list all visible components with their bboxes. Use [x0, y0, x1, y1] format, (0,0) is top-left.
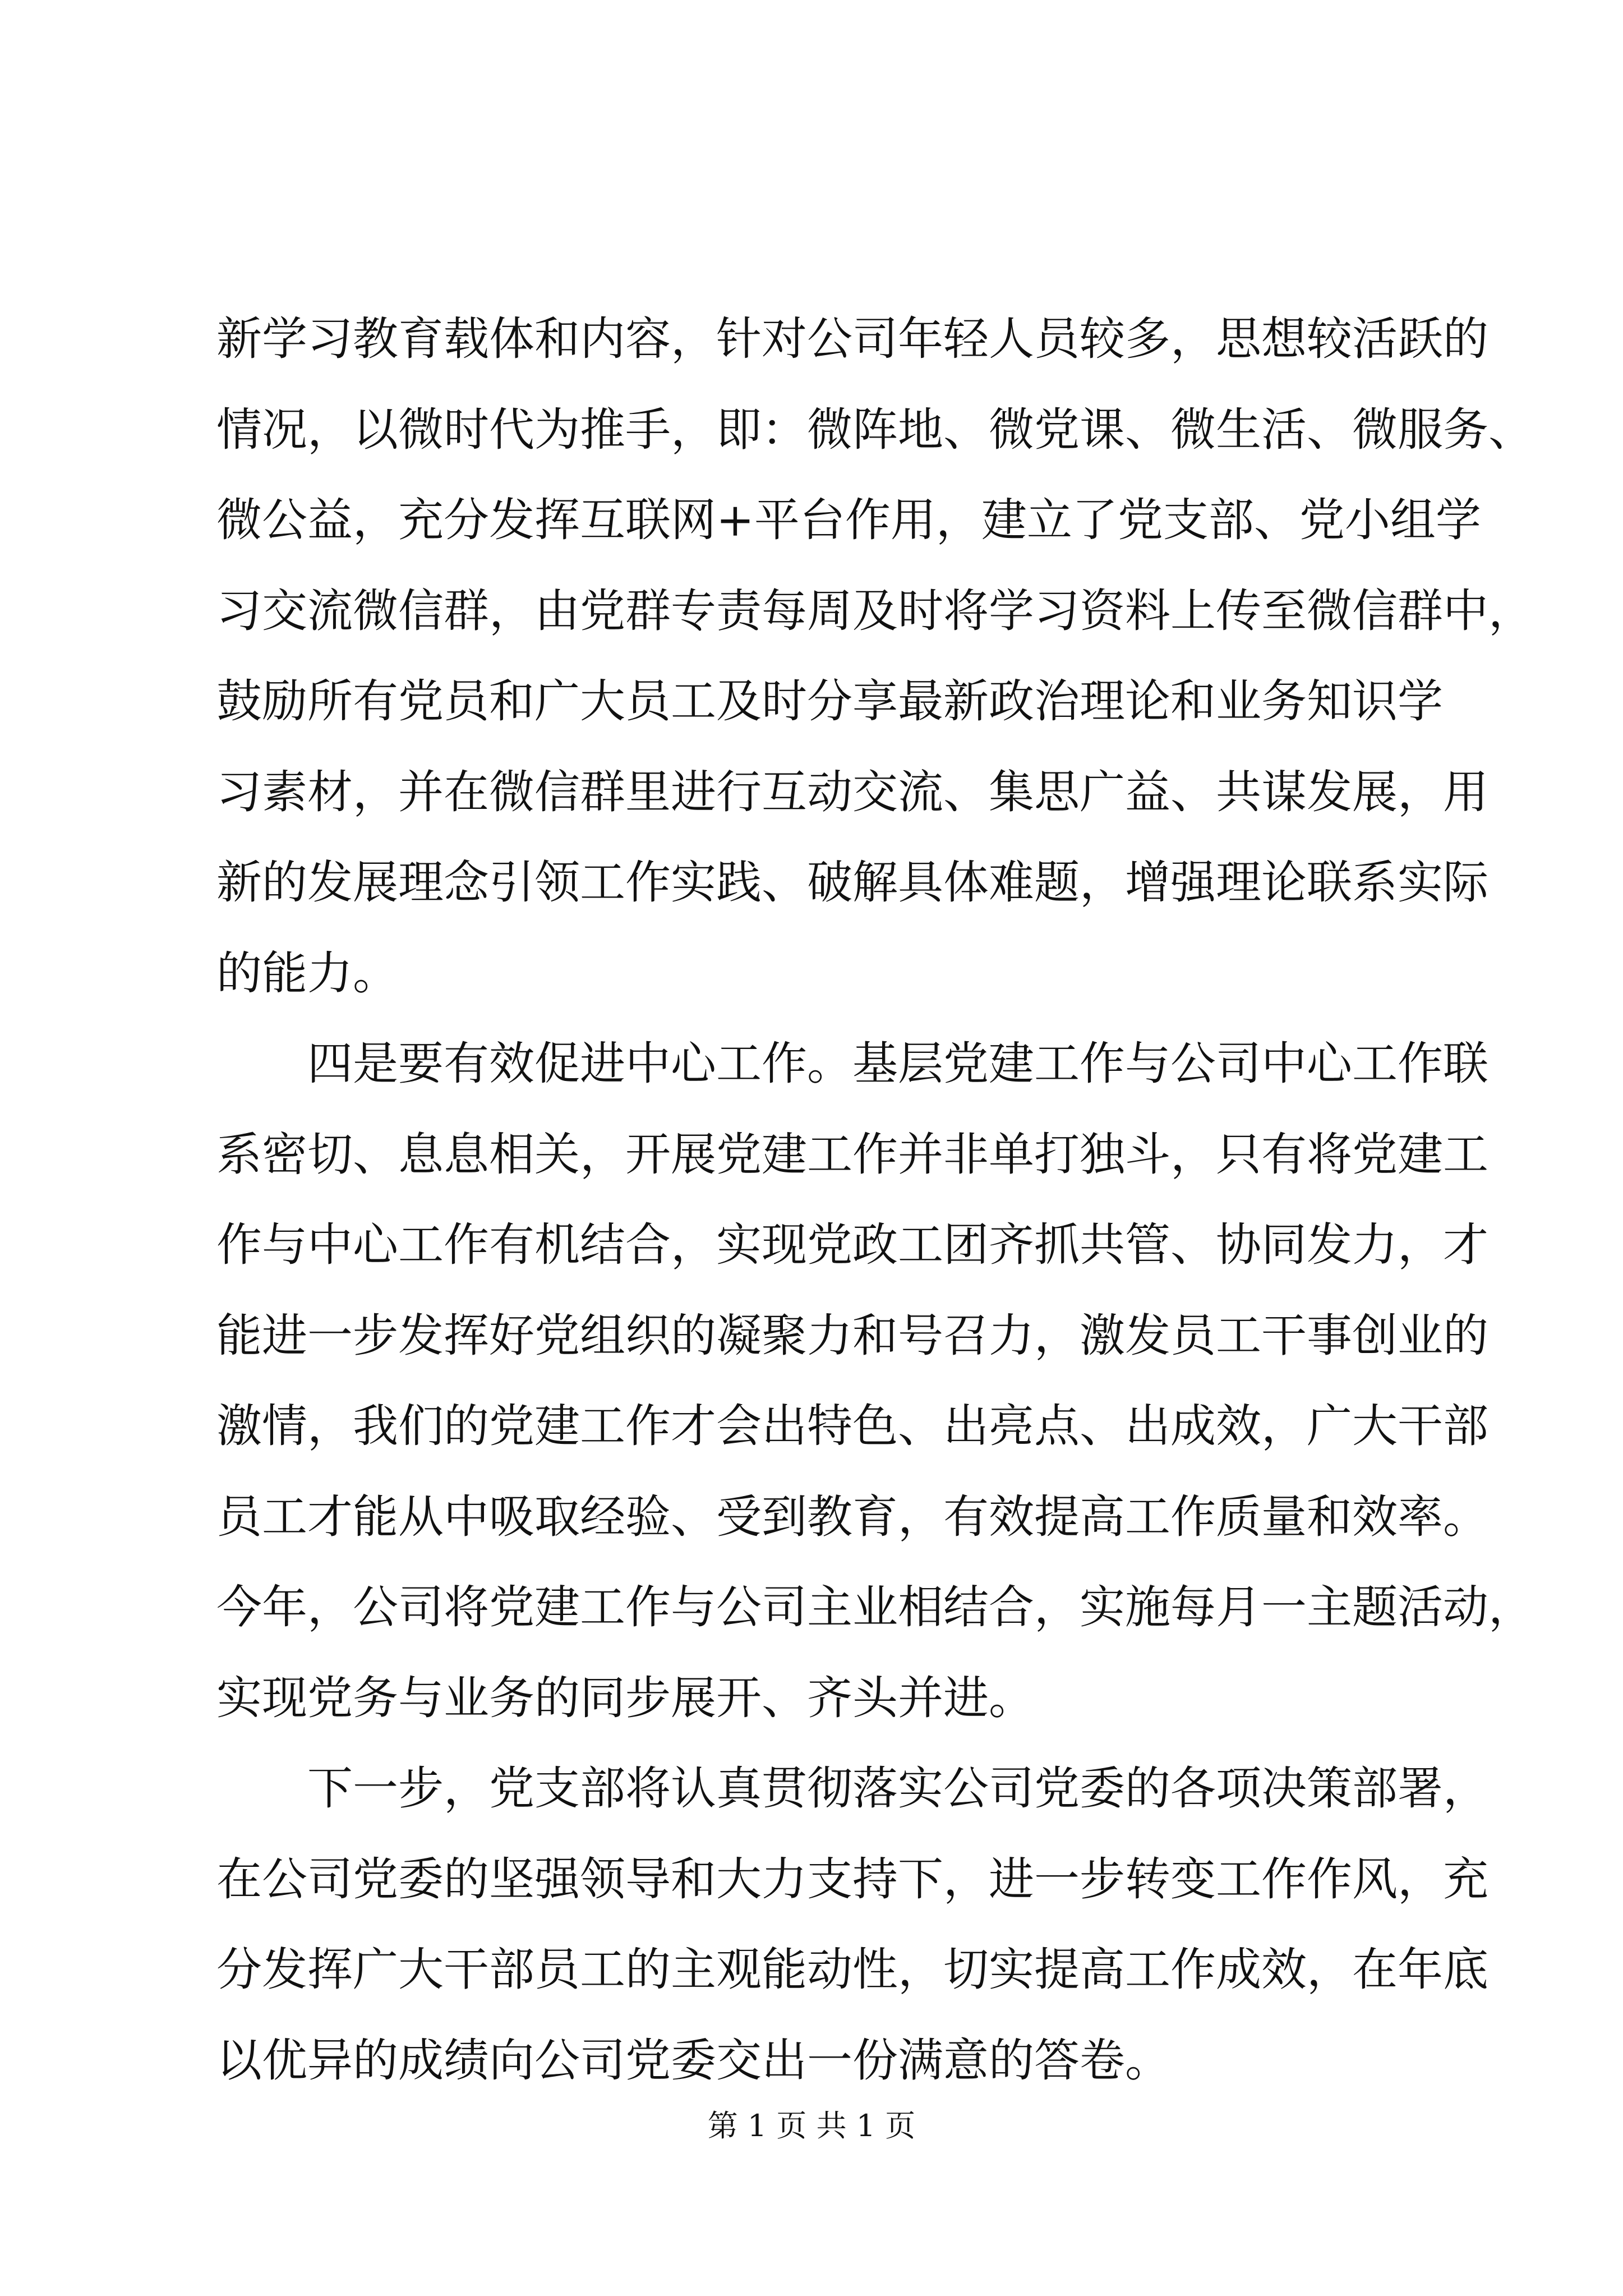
paragraph-start-line: 四是要有效促进中心工作。基层党建工作与公司中心工作联: [307, 1038, 1489, 1091]
text-line: 分发挥广大干部员工的主观能动性，切实提高工作成效，在年底: [216, 1944, 1489, 1996]
text-line: 的能力。: [216, 947, 399, 1000]
text-line: 在公司党委的坚强领导和大力支持下，进一步转变工作作风，充: [216, 1853, 1489, 1906]
text-line: 员工才能从中吸取经验、受到教育，有效提高工作质量和效率。: [216, 1490, 1489, 1544]
text-line: 以优异的成绩向公司党委交出一份满意的答卷。: [216, 2034, 1171, 2087]
text-line: 新学习教育载体和内容，针对公司年轻人员较多，思想较活跃的: [216, 313, 1489, 366]
text-line: 新的发展理念引领工作实践、破解具体难题，增强理论联系实际: [216, 857, 1489, 909]
text-line: 激情，我们的党建工作才会出特色、出亮点、出成效，广大干部: [216, 1400, 1489, 1453]
document-body: [216, 295, 1534, 2106]
paragraph-start-line: 下一步，党支部将认真贯彻落实公司党委的各项决策部署，: [307, 1763, 1489, 1815]
text-line: 微公益，充分发挥互联网+平台作用，建立了党支部、党小组学: [216, 494, 1481, 547]
text-line: 系密切、息息相关，开展党建工作并非单打独斗，只有将党建工: [216, 1128, 1489, 1181]
text-line: 鼓励所有党员和广大员工及时分享最新政治理论和业务知识学: [216, 675, 1444, 728]
text-line: 情况，以微时代为推手，即：微阵地、微党课、微生活、微服务、: [216, 403, 1534, 457]
text-line: 能进一步发挥好党组织的凝聚力和号召力，激发员工干事创业的: [216, 1309, 1489, 1363]
text-line: 实现党务与业务的同步展开、齐头并进。: [216, 1672, 1035, 1725]
text-line: 作与中心工作有机结合，实现党政工团齐抓共管、协同发力，才: [216, 1219, 1489, 1272]
page-footer: [0, 2106, 1623, 2146]
text-line: 习素材，并在微信群里进行互动交流、集思广益、共谋发展，用: [216, 766, 1489, 819]
text-line: 习交流微信群，由党群专责每周及时将学习资料上传至微信群中，: [216, 585, 1534, 638]
page-number: 第 1 页 共 1 页: [707, 2108, 916, 2143]
text-line: 今年，公司将党建工作与公司主业相结合，实施每月一主题活动，: [216, 1581, 1534, 1634]
